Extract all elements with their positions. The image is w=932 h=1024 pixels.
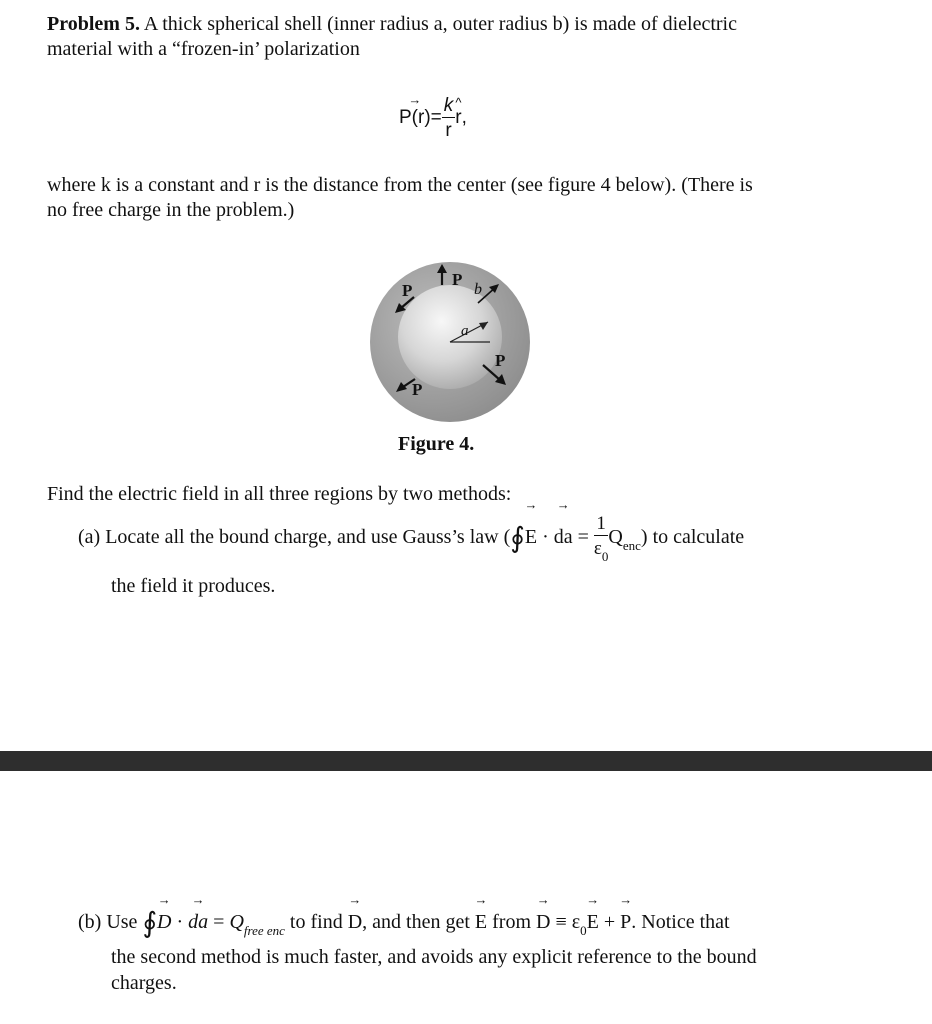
- part-b-E2: → E: [587, 907, 599, 937]
- part-b-mid1: to find: [284, 911, 348, 933]
- part-b-equals: =: [208, 911, 230, 933]
- outer-radius-label: b: [474, 281, 482, 298]
- where-line2: no free charge in the problem.): [47, 199, 295, 221]
- eq-numerator: k: [443, 95, 454, 116]
- part-a-numerator: 1: [594, 514, 608, 536]
- part-a-line2: the field it produces.: [111, 575, 276, 597]
- polarization-equation: [399, 96, 467, 140]
- part-a-denominator: [594, 536, 608, 563]
- part-a-suffix: ) to calculate: [640, 526, 745, 548]
- part-b-line2: the second method is much faster, and avoids any explicit reference to the bound: [111, 946, 757, 968]
- part-b-integral: ∮: [142, 908, 158, 939]
- inner-radius-label: a: [461, 323, 469, 339]
- part-a-epsilon-sub: 0: [601, 548, 609, 564]
- part-b-D2: → D: [348, 907, 362, 937]
- eq-trail: ,: [461, 107, 467, 128]
- part-b-D: → D: [157, 907, 171, 937]
- eq-unit-vector: ^ r: [455, 107, 461, 129]
- part-b-eps-sub: 0: [580, 923, 587, 938]
- part-a-integral: ∮: [510, 523, 525, 554]
- part-a-prefix: (a) Locate all the bound charge, and use Gauss’s law (: [78, 526, 511, 548]
- part-b-end: . Notice that: [631, 911, 730, 933]
- problem-intro-line1: [47, 12, 737, 36]
- eq-lhs: → P(r): [399, 107, 431, 129]
- part-a-dot: ·: [537, 526, 554, 548]
- p-left-label: P: [402, 281, 413, 300]
- p-bottom-label: P: [412, 380, 423, 399]
- part-b-Q-sub: free enc: [243, 923, 285, 938]
- eq-equals: =: [430, 107, 442, 128]
- eq-denominator: r: [445, 120, 452, 141]
- part-a-da: → da: [554, 512, 573, 562]
- part-a-epsilon: ε: [593, 537, 602, 559]
- part-b-P: → P: [620, 907, 631, 937]
- part-a-fraction: [594, 514, 608, 563]
- problem-intro-line2: material with a “frozen-in’ polarization: [47, 38, 360, 60]
- part-b-E: → E: [475, 907, 487, 937]
- part-b-line3: charges.: [111, 972, 177, 994]
- part-b-D3: → D: [536, 907, 550, 937]
- part-b-mid2: , and then get: [362, 911, 475, 933]
- p-right-label: P: [495, 351, 506, 370]
- part-b-equiv: ≡ ε: [550, 911, 581, 933]
- part-b-Q: Q: [229, 911, 244, 933]
- figure-caption: Figure 4.: [398, 433, 475, 455]
- part-a-E: → E: [525, 512, 537, 562]
- problem-label: Problem 5.: [47, 13, 140, 35]
- part-b-plus: +: [598, 911, 621, 933]
- part-b-dot: ·: [171, 911, 189, 933]
- part-a-equals: =: [572, 526, 594, 548]
- part-a-Q: Q: [608, 526, 623, 548]
- part-a-line1: [78, 512, 744, 571]
- inner-sphere: [398, 285, 502, 389]
- part-b-line1: [78, 907, 730, 946]
- part-b-da: → da: [188, 907, 208, 937]
- figure-4-diagram: [340, 255, 560, 430]
- eq-fraction: [442, 96, 456, 140]
- where-line1: where k is a constant and r is the distance from the center (see figure 4 below). (There is: [47, 174, 753, 196]
- task-intro: Find the electric field in all three regions by two methods:: [47, 483, 512, 505]
- part-b-prefix: (b) Use: [78, 911, 143, 933]
- page-divider-band: [0, 751, 932, 771]
- p-top-label: P: [452, 270, 463, 289]
- problem-intro-text-1: A thick spherical shell (inner radius a, outer radius b) is made of dielectric: [143, 13, 737, 35]
- part-a-Q-sub: enc: [622, 538, 641, 553]
- part-b-mid3: from: [487, 911, 537, 933]
